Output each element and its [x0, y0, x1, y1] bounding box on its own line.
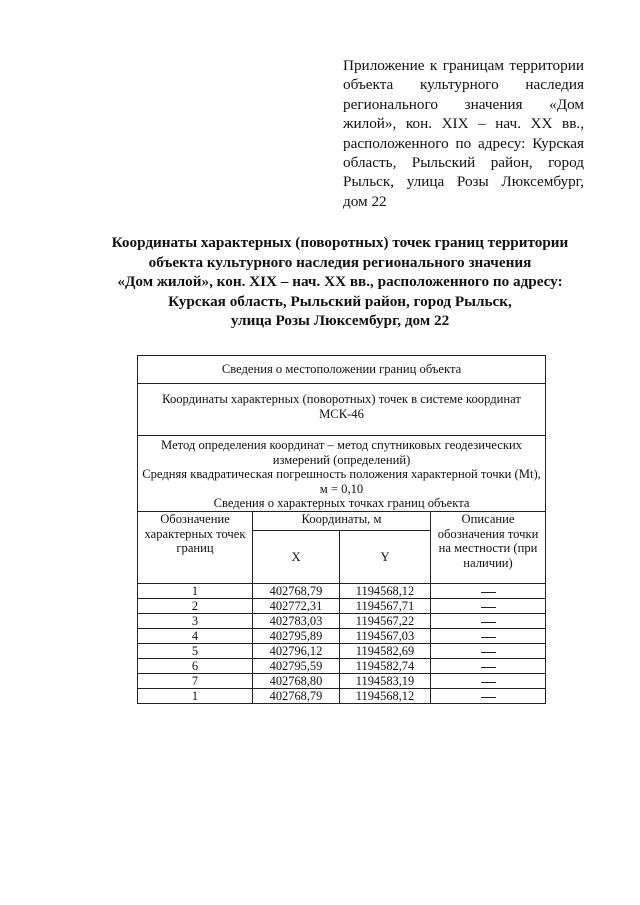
- y-cell: 1194567,03: [340, 628, 431, 643]
- appendix-line: расположенного по адресу: Курская: [343, 134, 584, 152]
- desc-cell: [431, 613, 546, 628]
- table-row: [138, 643, 546, 658]
- dash-mark: [481, 682, 496, 683]
- method-text: Метод определения координат – метод спутниковых геодезических измерений (определений): [161, 438, 522, 467]
- point-cell: 6: [138, 658, 253, 673]
- accuracy-text: Средняя квадратическая погрешность положения характерной точки (Mt), м = 0,10: [142, 467, 541, 496]
- x-cell: 402795,89: [253, 628, 340, 643]
- table-row: [138, 583, 546, 598]
- x-cell: 402768,79: [253, 688, 340, 703]
- title-line: улица Розы Люксембург, дом 22: [230, 312, 450, 330]
- section-title: Сведения о местоположении границ объекта: [138, 356, 546, 384]
- col-x-header: X: [253, 530, 340, 583]
- appendix-line: объекта культурного наследия: [343, 76, 584, 94]
- point-cell: 4: [138, 628, 253, 643]
- desc-cell: [431, 598, 546, 613]
- appendix-line: жилой», кон. XIX – нач. XX вв.,: [343, 115, 584, 133]
- desc-cell: [431, 628, 546, 643]
- desc-cell: [431, 688, 546, 703]
- appendix-note: [343, 56, 584, 211]
- points-title: Сведения о характерных точках границ объекта: [213, 496, 470, 511]
- y-cell: 1194567,71: [340, 598, 431, 613]
- title-line: объекта культурного наследия регионального значения: [148, 253, 532, 271]
- document-title: [90, 233, 590, 331]
- y-cell: 1194568,12: [340, 688, 431, 703]
- desc-cell: [431, 658, 546, 673]
- title-line: Координаты характерных (поворотных) точек границ территории: [111, 234, 569, 251]
- table-row: [138, 658, 546, 673]
- x-cell: 402796,12: [253, 643, 340, 658]
- col-description-header: Описание обозначения точки на местности (при наличии): [431, 511, 546, 583]
- method-block: [138, 436, 546, 512]
- coordinates-table: [137, 355, 546, 704]
- appendix-line: регионального значения «Дом: [343, 95, 584, 113]
- y-cell: 1194582,74: [340, 658, 431, 673]
- dash-mark: [481, 607, 496, 608]
- y-cell: 1194583,19: [340, 673, 431, 688]
- point-cell: 3: [138, 613, 253, 628]
- y-cell: 1194582,69: [340, 643, 431, 658]
- col-y-header: Y: [340, 530, 431, 583]
- desc-cell: [431, 673, 546, 688]
- point-cell: 2: [138, 598, 253, 613]
- appendix-line: Рыльск, улица Розы Люксембург,: [343, 173, 584, 191]
- x-cell: 402768,80: [253, 673, 340, 688]
- dash-mark: [481, 622, 496, 623]
- desc-cell: [431, 643, 546, 658]
- col-designation-header: Обозначение характерных точек границ: [138, 511, 253, 583]
- title-line: «Дом жилой», кон. XIX – нач. XX вв., расположенного по адресу:: [117, 273, 563, 291]
- x-cell: 402768,79: [253, 583, 340, 598]
- table-row: [138, 688, 546, 703]
- col-coords-header: Координаты, м: [253, 511, 431, 530]
- dash-mark: [481, 667, 496, 668]
- system-title: Координаты характерных (поворотных) точек в системе координат МСК-46: [138, 384, 546, 436]
- point-cell: 1: [138, 688, 253, 703]
- y-cell: 1194568,12: [340, 583, 431, 598]
- table-row: [138, 628, 546, 643]
- appendix-line: область, Рыльский район, город: [343, 154, 584, 172]
- appendix-line: Приложение к границам территории: [343, 57, 584, 74]
- point-cell: 1: [138, 583, 253, 598]
- table-row: [138, 613, 546, 628]
- dash-mark: [481, 592, 496, 593]
- table-row: [138, 598, 546, 613]
- point-cell: 7: [138, 673, 253, 688]
- x-cell: 402772,31: [253, 598, 340, 613]
- y-cell: 1194567,22: [340, 613, 431, 628]
- dash-mark: [481, 637, 496, 638]
- point-cell: 5: [138, 643, 253, 658]
- x-cell: 402795,59: [253, 658, 340, 673]
- dash-mark: [481, 652, 496, 653]
- table-row: [138, 673, 546, 688]
- appendix-line: дом 22: [343, 192, 387, 210]
- dash-mark: [481, 697, 496, 698]
- desc-cell: [431, 583, 546, 598]
- title-line: Курская область, Рыльский район, город Рыльск,: [168, 292, 512, 310]
- x-cell: 402783,03: [253, 613, 340, 628]
